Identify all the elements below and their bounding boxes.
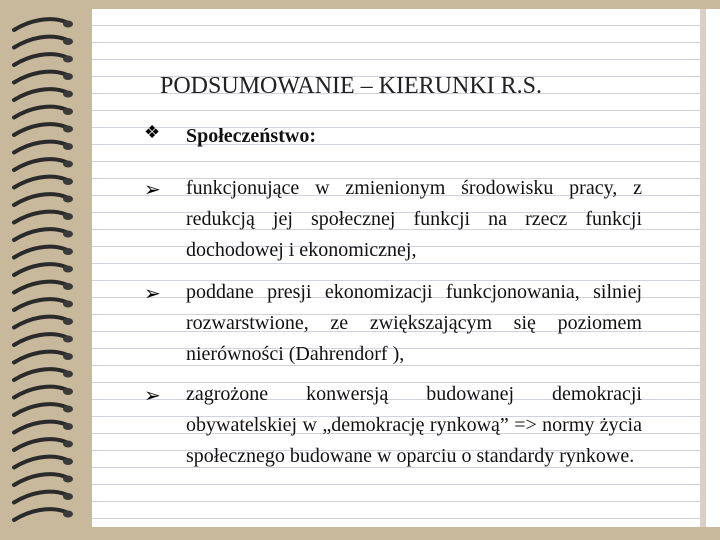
diamond-bullet-icon: ❖ bbox=[144, 122, 161, 142]
paper-shadow bbox=[700, 9, 706, 527]
arrow-bullet-icon: ➢ bbox=[144, 283, 161, 305]
list-item-heading: Społeczeństwo: bbox=[186, 125, 316, 147]
arrow-bullet-icon: ➢ bbox=[144, 385, 161, 407]
slide-title: PODSUMOWANIE – KIERUNKI R.S. bbox=[160, 73, 543, 99]
list-item: poddane presji ekonomizacji funkcjonowania, silniej rozwarstwione, ze zwiększającym się poziomem nierówności (Dahrendorf ), bbox=[186, 281, 642, 365]
list-item: zagrożone konwersją budowanej demokracji obywatelskiej w „demokrację rynkową” => normy życia społecznego budowane w oparciu o standardy rynkowe. bbox=[186, 383, 642, 467]
spiral-rings-icon bbox=[0, 0, 92, 540]
arrow-bullet-icon: ➢ bbox=[144, 179, 161, 201]
list-item: funkcjonujące w zmienionym środowisku pracy, z redukcją jej społecznej funkcji na rzecz funkcji dochodowej i ekonomicznej, bbox=[186, 177, 642, 261]
frame-bottom bbox=[0, 527, 720, 540]
frame-top bbox=[0, 0, 720, 9]
